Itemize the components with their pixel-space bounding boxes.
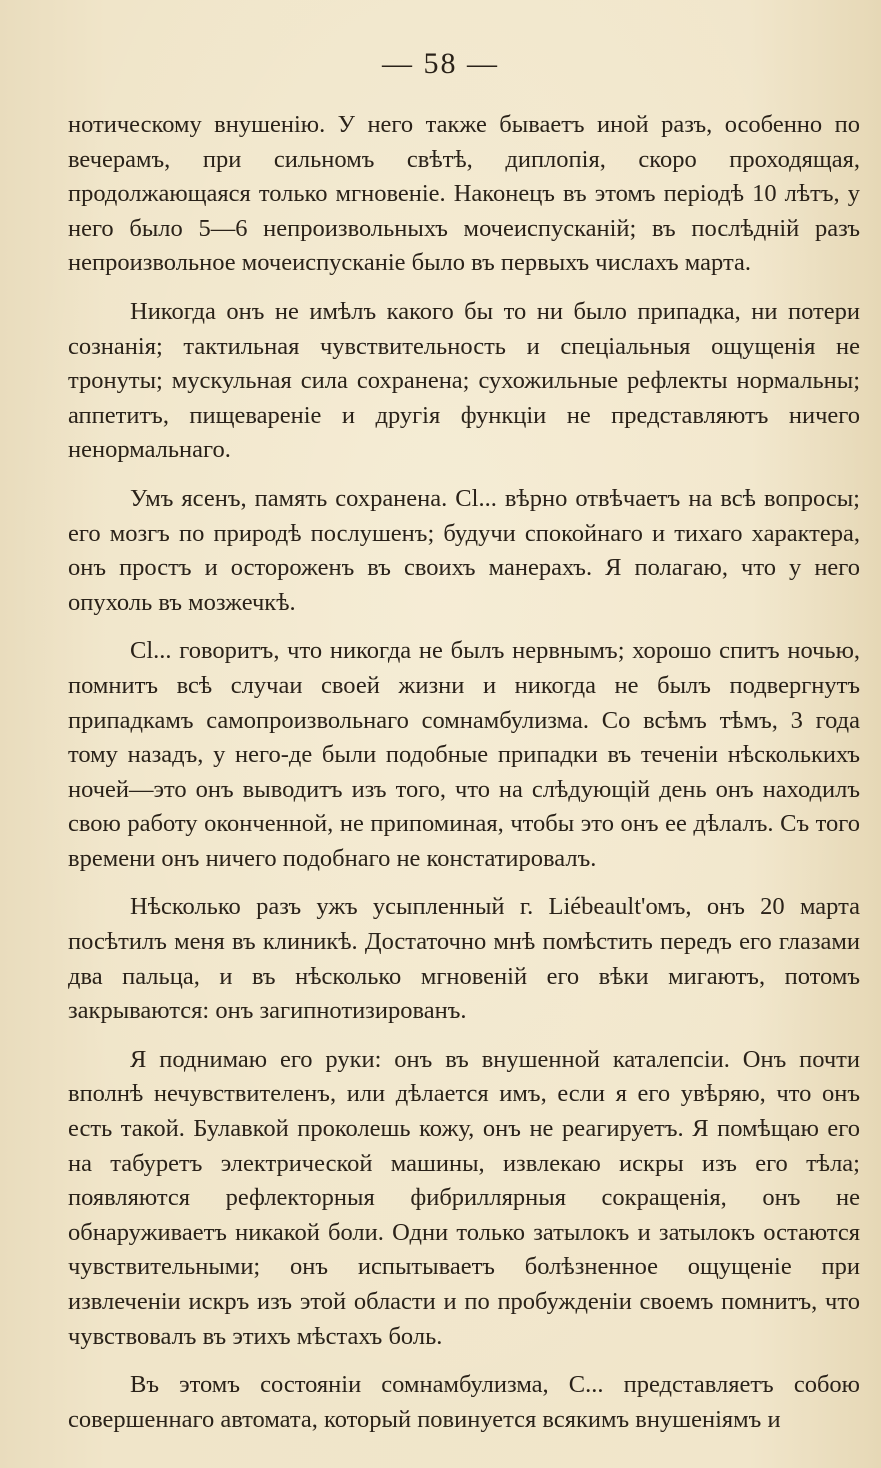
paragraph: Я поднимаю его руки: онъ въ внушенной каталепсіи. Онъ почти вполнѣ нечувствителенъ, или дѣлается имъ, если я его увѣряю, что онъ есть такой. Булавкой проколешь кожу, онъ не реагируетъ. Я помѣщаю его на табуретъ электрической машины, извлекаю искры изъ его тѣла; появляются рефлекторныя фибриллярныя сокращенія, онъ не обнаруживаетъ никакой боли. Одни только затылокъ и затылокъ остаются чувствительными; онъ испытываетъ болѣзненное ощущеніе при извлеченіи искръ изъ этой области и по пробужденіи своемъ помнитъ, что чувствовалъ въ этихъ мѣстахъ боль. [68, 1045, 860, 1350]
paragraph: Сl... говоритъ, что никогда не былъ нервнымъ; хорошо спитъ ночью, помнитъ всѣ случаи своей жизни и никогда не былъ подвергнутъ припадкамъ самопроизвольнаго сомнамбулизма. Со всѣмъ тѣмъ, 3 года тому назадъ, у него-де были подобные припадки въ теченіи нѣсколькихъ ночей—это онъ выводитъ изъ того, что на слѣдующій день онъ находилъ свою работу оконченной, не припоминая, чтобы это онъ ее дѣлалъ. Съ того времени онъ ничего подобнаго не констатировалъ. [68, 637, 860, 872]
paragraph-continuation: нотическому внушенію. У него также бываетъ иной разъ, особенно по вечерамъ, при сильномъ свѣтѣ, диплопія, скоро проходящая, продолжающаяся только мгновеніе. Наконецъ въ этомъ періодѣ 10 лѣтъ, у него было 5—6 непроизвольныхъ мочеиспусканій; въ послѣдній разъ непроизвольное мочеиспусканіе было въ первыхъ числахъ марта. [68, 111, 860, 277]
paragraph: Въ этомъ состояніи сомнамбулизма, С... представляетъ собою совершеннаго автомата, который повинуется всякимъ внушеніямъ и [68, 1371, 860, 1433]
paragraph: Никогда онъ не имѣлъ какого бы то ни было припадка, ни потери сознанія; тактильная чувствительность и спеціальныя ощущенія не тронуты; мускульная сила сохранена; сухожильные рефлекты нормальны; аппетитъ, пищевареніе и другія функціи не представляютъ ничего ненормальнаго. [68, 297, 860, 464]
body-text [68, 108, 860, 1437]
paragraph: Умъ ясенъ, память сохранена. Сl... вѣрно отвѣчаетъ на всѣ вопросы; его мозгъ по природѣ послушенъ; будучи спокойнаго и тихаго характера, онъ простъ и остороженъ въ своихъ манерахъ. Я полагаю, что у него опухоль въ мозжечкѣ. [68, 484, 860, 616]
page-number: — 58 — [382, 47, 499, 80]
paragraph: Нѣсколько разъ ужъ усыпленный г. Liébeault'омъ, онъ 20 марта посѣтилъ меня въ клиникѣ. Достаточно мнѣ помѣстить передъ его глазами два пальца, и въ нѣсколько мгновеній его вѣки мигаютъ, потомъ закрываются: онъ загипнотизированъ. [68, 893, 860, 1025]
